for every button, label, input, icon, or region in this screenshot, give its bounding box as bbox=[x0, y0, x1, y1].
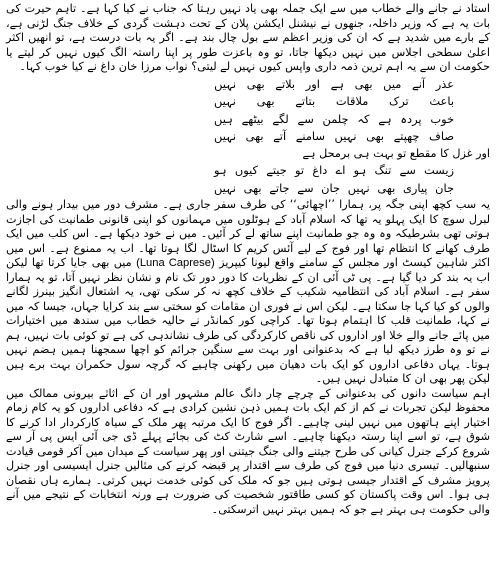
verse-word: جان bbox=[321, 180, 341, 195]
verse-word: بھی bbox=[245, 129, 264, 143]
verse-word: چلمن bbox=[322, 111, 349, 126]
couplet-block-1 bbox=[6, 76, 490, 146]
couplet-block-2 bbox=[6, 162, 490, 197]
verse-word: نہیں bbox=[347, 180, 370, 195]
verse-word: ہو bbox=[214, 163, 227, 177]
verse-word: ہے bbox=[330, 76, 344, 91]
brand-name: (Luna Caprese) bbox=[136, 257, 215, 269]
verse-word: باعث bbox=[429, 94, 454, 108]
verse-word: بھی bbox=[354, 76, 373, 91]
paragraph-2: اور غزل کا مقطع تو بہت ہی برمحل ہے bbox=[302, 146, 490, 160]
verse-word: بتاتے bbox=[295, 94, 316, 108]
verse-line bbox=[214, 93, 454, 111]
verse-word: بھی bbox=[243, 180, 262, 195]
verse-word: جیتے bbox=[266, 163, 287, 177]
verse-word: سے bbox=[399, 163, 416, 177]
verse-line bbox=[214, 128, 454, 146]
paragraph-3-part-b: میں بھی جایا کرتا تھا لیکن اب یہ بند کر دیا گیا ہے۔ پی ٹی آئی ان کے نظریات کا دور دور تک نام و نشان نظر نہیں آتا، تو یہ ہمارا سفر ہے۔ اسلام آباد کی انتظامیہ شکیب کے خلاف کچھ نہ کر سکی تھی، یہ اشتعال انگیز بینرز لگانے والوں کو کیا کہا جا سکتا ہے۔ لیکن اس نے فوری ان مقامات کو سختی سے بند کرایا جہاں، جیسا کہ میں نے کہا، طمانیت قلب کا اہتمام ہوتا تھا۔ کراچی کور کمانڈر نے حالیہ خطاب میں سندھ میں اختیارات میں پائے جانے والے خلا اور اداروں کی ناقص کارکردگی کی طرف نشاندہی کی ہے تو کوئی بات نہیں، ہم نے تو وہ طرز دیکھ لیا ہے کہ بدعنوانی اور بہت سے سنگین جرائم کو اچھا سمجھنا ہمیں ہضم نہیں ہوتا۔ یہاں دفاعی اداروں کو ایک بات دھیان میں رکھنی چاہیے کہ گرچہ سول حکمران بہت برے ہیں لیکن پھر بھی ان کا متبادل نہیں ہیں۔ bbox=[6, 256, 490, 385]
verse-word: بلاتے bbox=[275, 76, 296, 91]
verse-word: کیوں bbox=[234, 163, 258, 177]
verse-word: آتے bbox=[273, 129, 287, 143]
verse-word: پردہ bbox=[400, 111, 422, 126]
verse-word: بھی bbox=[377, 180, 396, 195]
verse-word: خوب bbox=[430, 111, 454, 126]
verse-line bbox=[214, 162, 454, 180]
verse-word: بیٹھے bbox=[241, 111, 264, 126]
verse-line bbox=[214, 180, 454, 198]
paragraph-3-part-a: یہ سب کچھ اپنی جگہ پر، ہمارا ’’اچھائی‘‘ کی طرف سفر جاری ہے۔ مشرف دور میں بیدار ہونے والی لبرل سوچ کا ایک پہلو یہ تھا کہ اسلام آباد کے ہوٹلوں میں مہمانوں کو اپنی قانونی طمانیت کی اجازت ہوتی تھی بشرطیکہ وہ وہ جو طمانیت اپنے ساتھ لے کر آئیں۔ میں نے خود دیکھا ہے۔ اس کلب میں ایک طرف کھانے کا انتظام تھا اور فوج کے لیے آئس کریم کا اسٹال لگا ہوتا تھا۔ اب یہ ممنوع ہے۔ اس میں اکثر شاہین کیسٹ اور مجلس کے سامنے واقع لیونا کیپریز bbox=[6, 198, 490, 269]
verse-word: ہیں bbox=[214, 111, 233, 126]
verse-word: اے bbox=[335, 163, 346, 177]
verse-word: تو bbox=[295, 163, 305, 177]
verse-word: نہیں bbox=[334, 129, 357, 143]
paragraph-1: استاد نے جانے والے خطاب میں سے ایک جملہ بھی یاد نہیں رہتا کہ جناب نے کیا کہا ہے۔ تاہم حیرت کی بات یہ ہے کہ وزیر داخلہ، جنھوں نے نیشنل ایکشن پلان کے تحت دہشت گردی کے خلاف جنگ لڑنی ہے، کے بارے میں شدید ہے کہ ان کی وزیر اعظم سے بول چال بند ہے۔ اگر یہ بات درست ہے، تو انھیں اکثر اعلیٰ سطحی اجلاس میں نہیں دیکھا جاتا، تو وہ باعزت طور پر اپنا راستہ الگ کیوں نہیں کر لیتے یا حکومت ان سے یہ اہم ترین ذمہ داری واپس کیوں نہیں لے لیتی؟ نواب مرزا خان داغ نے کیا خوب کہا۔ bbox=[6, 2, 490, 73]
paragraph-4: اہم سیاست دانوں کی بدعنوانی کے چرچے چار دانگ عالم مشہور اور ان کے اثاثے بیرونی ممالک میں محفوظ لیکن تجربات نے کم از کم ایک بات ہمیں ذہن نشین کرادی ہے کہ دفاعی اداروں کو یہ کام زمام اختیار اپنے ہاتھوں میں نہیں لینی چاہیے۔ اگر فوج کا ایک مرتبہ پھر ملک کے سیاہ کارکردار ادا کرنے کا شوق ہے، تو اسے اپنا رستہ دیکھنا چاہیے۔ اسے شارٹ کٹ کی بجائے پہلے ڈی جی آئی ایس پی آر سے شروع کرکے جنرل کیانی کی طرح جیتنے والی جنگ جیتنی اور پھر سیاست کے میدان میں آکر قومی قیادت سنبھالیں۔ تیسری دنیا میں فوج کی طرف سے اقتدار پر قبضہ کرنے کی مثالیں جنرل ایسیسی اور جنرل پرویز مشرف کے اقتدار جیسی ہوتی ہیں جو کہ ملک کی کوئی خدمت نہیں کرتی۔ ہمارے ہاں نقصان ہی ہوا۔ اس وقت پاکستان کو کسی طاقتور شخصیت کی ضرورت ہے ورنہ انتخابات کے نتیجے میں آنے والی حکومت ہی بہتر ہے جو کہ ہمیں بہتر نہیں اترسکتی۔ bbox=[6, 386, 490, 516]
verse-word: سامنے bbox=[295, 129, 325, 143]
verse-word: میں bbox=[383, 76, 402, 91]
verse-word: ملاقات bbox=[335, 94, 369, 108]
verse-word: اور bbox=[305, 76, 320, 91]
verse-word: نہیں bbox=[214, 129, 236, 143]
verse-word: زیست bbox=[423, 163, 454, 177]
verse-word: لگے bbox=[272, 111, 289, 126]
verse-word: ہے bbox=[378, 111, 392, 126]
verse-word: جاتے bbox=[269, 180, 290, 195]
verse-word: سے bbox=[297, 180, 314, 195]
verse-word: بھی bbox=[366, 129, 385, 143]
verse-word: چھپتے bbox=[393, 129, 420, 143]
verse-word: عذر bbox=[435, 76, 454, 91]
verse-word: ترک bbox=[389, 94, 409, 108]
verse-word: آنے bbox=[412, 76, 426, 91]
verse-word: تنگ bbox=[374, 163, 392, 177]
verse-word: نہیں bbox=[214, 94, 236, 108]
verse-word: نہیں bbox=[214, 76, 237, 91]
verse-word: نہیں bbox=[214, 180, 236, 195]
verse-line bbox=[214, 111, 454, 129]
verse-word: صاف bbox=[429, 129, 454, 143]
verse-word: جان bbox=[435, 180, 454, 195]
verse-word: بھی bbox=[246, 76, 265, 91]
paragraph-3 bbox=[6, 198, 490, 387]
verse-word: ہو bbox=[353, 163, 367, 177]
verse-word: داغ bbox=[312, 163, 328, 177]
verse-word: سے bbox=[297, 111, 314, 126]
verse-word: بھی bbox=[256, 94, 275, 108]
verse-line bbox=[214, 76, 454, 94]
verse-word: پیاری bbox=[402, 180, 428, 195]
verse-word: کہ bbox=[357, 111, 370, 126]
